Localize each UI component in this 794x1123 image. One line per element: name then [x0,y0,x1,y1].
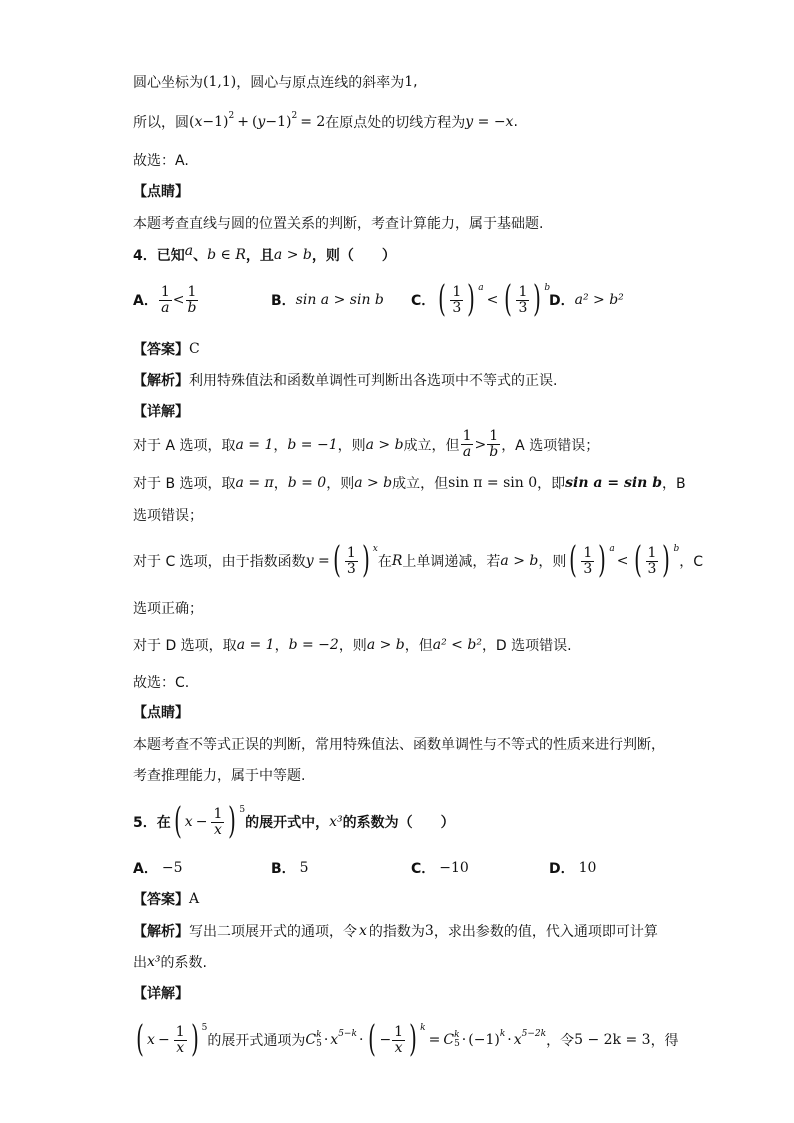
option-label: B． [271,861,296,877]
text: 4．已知 [133,248,185,264]
answer-5 [133,889,199,909]
math: k [454,1030,460,1040]
math: 3 [583,560,593,577]
math: C [305,1032,317,1048]
math: 5−k [338,1029,357,1039]
fraction [211,807,224,838]
answer-value: A [189,891,200,907]
math: −1 [265,114,286,130]
math: 2 [291,111,298,121]
answer-4 [133,339,200,359]
math: 2 [228,111,235,121]
answer-tag: 【答案】 [133,342,189,358]
math: C [443,1032,455,1048]
math: a² > b² [574,292,624,308]
summary-4-line-2 [133,765,305,785]
option-label: C． [411,861,436,877]
math: a = π [235,475,274,491]
math: x [176,1039,185,1056]
text: . [513,114,518,130]
text: 选项错误； [133,508,203,524]
text: 写出二项展开式的通项，令 [189,924,357,940]
text: 对于 C 选项，由于指数函数 [133,554,306,570]
text: 本题考查直线与圆的位置关系的判断，考查计算能力，属于基础题. [133,216,544,232]
text: ，且 [245,248,274,264]
detail-4-option-d [133,635,572,655]
text: 考查推理能力，属于中等题. [133,768,306,784]
math: 1 [175,1023,185,1040]
math: k [499,1029,506,1039]
option-value: −5 [161,860,183,876]
text: ，则 [538,554,567,570]
math: + [237,114,249,130]
math: b = 0 [287,475,327,491]
math: 1 [647,544,657,561]
analysis-5 [133,921,658,941]
fraction [392,1025,405,1056]
math: − [157,1032,170,1048]
text: ，求出参数的值，代入通项即可计算 [433,924,658,940]
paren: ( [504,279,513,320]
math: a > b [354,475,393,491]
math: 5 [201,1023,208,1033]
text: 所以，圆 [133,115,189,131]
math: < [616,553,629,569]
text: 的展开式中， [245,815,330,831]
math: −1 [202,114,224,130]
fraction [345,546,358,577]
detail-heading-4 [133,401,189,421]
math: a [161,299,170,316]
math: b = −1 [287,436,338,453]
math: y = [305,553,330,569]
math [316,1031,322,1049]
detail-5-general-term [133,1019,679,1060]
math: a > b [500,553,539,569]
math: a [462,444,472,460]
fraction [186,285,199,316]
math: ) [285,114,292,130]
math: b = −2 [288,637,339,653]
fraction [159,285,172,316]
text: 5．在 [133,815,171,831]
fraction [516,285,529,316]
option-label: C． [411,293,436,309]
question-5-options [133,858,596,878]
detail-4-option-b [133,473,686,493]
text: 本题考查不等式正误的判断，常用特殊值法、函数单调性与不等式的性质来进行判断， [133,737,665,753]
heading-dianjing-4 [133,702,189,722]
math: x³ [147,954,161,970]
math: x [394,1039,403,1056]
text: ，B [662,476,686,492]
text: ， [273,437,288,454]
line-summary [133,213,543,233]
text: ，令 [546,1033,575,1049]
paren: ) [662,540,671,581]
text: 在原点处的切线方程为 [325,115,466,131]
text: ，则（ ） [311,248,396,264]
math: = 2 [300,114,326,130]
paren: ( [136,1019,144,1060]
question-5-stem [133,801,455,842]
option-label: D． [549,293,575,309]
text: 、 [193,248,208,264]
text: 对于 B 选项，取 [133,476,236,492]
paren: ) [533,279,542,320]
math: a [478,283,484,293]
analysis-5-cont [133,952,207,972]
math: b [187,299,197,316]
math: y = −x [465,114,514,130]
text: 的系数. [160,955,207,971]
text: 的指数为 [368,924,425,940]
math: 1 [462,428,472,444]
math: x [194,114,203,130]
math: 3 [452,299,462,316]
math: a > b [365,436,404,453]
math: (1,1) [203,74,237,90]
math: a² < b² [432,637,482,653]
text: 故选：A. [133,153,189,169]
question-4-options [133,279,624,320]
math: 1 [213,805,223,822]
answer-tag: 【答案】 [133,892,189,908]
text: 对于 A 选项，取 [133,437,236,454]
math: 1 [518,283,528,300]
option-value: 10 [578,860,597,876]
text: 上单调递减，若 [402,554,501,570]
math: 3 [518,299,528,316]
math: b [544,283,551,293]
option-value: −10 [439,860,469,876]
math: · [323,1032,329,1048]
option-d[interactable] [549,290,624,310]
paren: ) [228,801,237,842]
option-value: 5 [299,860,309,876]
text: 的系数为（ ） [342,815,455,831]
math: x [184,814,193,830]
math: b [489,444,499,460]
fraction [174,1025,187,1056]
math: a = 1 [236,637,275,653]
math: (−1) [468,1032,500,1048]
math: 1 [394,1023,404,1040]
text: 的展开式通项为 [207,1033,306,1049]
math: x³ [329,814,343,830]
math: R [391,553,403,569]
math: 5 [239,805,246,815]
math: x [359,923,367,939]
math: sin π = sin 0 [448,475,538,491]
math: 3 [424,923,434,939]
text: ，则 [337,437,366,454]
fraction [646,546,659,577]
option-label: D． [549,861,575,877]
detail-4-option-a [133,429,599,460]
analysis-4 [133,370,557,390]
fraction [487,429,500,460]
math: k [316,1030,322,1040]
math: y [257,114,266,130]
text: 【点睛】 [133,705,189,721]
math: 1 [489,428,499,444]
line-tangent-equation [133,112,518,132]
option-label: B． [271,293,296,309]
text: ，D 选项错误. [481,638,572,654]
math: x [330,1032,339,1048]
question-4-stem [133,245,396,265]
paren: ) [467,279,476,320]
text: ， [273,476,288,492]
math: < [486,292,499,308]
text: , [413,74,418,90]
text: 成立，但 [392,476,449,492]
fraction [581,546,594,577]
text: 出 [133,955,147,971]
math: x [372,544,378,554]
math: ) [223,114,229,130]
text: 对于 D 选项，取 [133,638,237,654]
text: ，C [679,554,704,570]
math: 1 [404,74,414,90]
text: ，A 选项错误； [501,437,600,454]
text: 选项正确； [133,601,203,617]
option-label: A． [133,861,158,877]
text: 成立，但 [403,437,460,454]
detail-4-option-b-cont [133,505,203,525]
math: − [195,814,208,830]
text: ，圆心与原点连线的斜率为 [236,75,405,91]
option-c[interactable] [411,858,549,878]
math: 1 [160,283,170,300]
math: 5−2k [521,1029,547,1039]
math: a [184,243,194,259]
math [454,1031,460,1049]
math: 5 [454,1039,460,1049]
paren: ) [361,540,370,581]
paren: ( [332,540,341,581]
text: 【详解】 [133,986,189,1002]
paren: ( [173,801,182,842]
heading-dianjing [133,181,189,201]
analysis-tag: 【解析】 [133,373,189,389]
text: ，即 [537,476,566,492]
math: < [172,292,185,308]
math: x [213,821,222,838]
option-b[interactable] [271,290,411,310]
detail-heading-5 [133,983,189,1003]
text: ，但 [404,638,433,654]
fraction [461,429,474,460]
math: 5 − 2k = 3 [574,1032,651,1048]
math: · [461,1032,467,1048]
text: 在 [377,554,392,570]
math: x [513,1032,522,1048]
paren: ) [598,540,607,581]
math: − [379,1032,392,1048]
option-b[interactable] [271,858,411,878]
math: 1 [346,544,356,561]
paren: ( [569,540,578,581]
math: sin a > sin b [295,292,384,308]
detail-4-option-c-cont [133,598,203,618]
math: > [474,436,487,453]
text: ，则 [326,476,355,492]
option-a[interactable] [133,285,271,316]
paren: ( [438,279,447,320]
math: b [673,544,680,554]
math: 3 [346,560,356,577]
math: 1 [187,283,197,300]
math: a > b [366,637,405,653]
option-d[interactable] [549,858,596,878]
text: ，则 [338,638,367,654]
text: 【详解】 [133,404,189,420]
line-choose-c [133,672,189,692]
math: ( [251,114,258,130]
math: 1 [452,283,462,300]
text: 【点睛】 [133,184,189,200]
text: 圆心坐标为 [133,75,203,91]
text: ，得 [650,1033,679,1049]
option-a[interactable] [133,858,271,878]
math: sin a = sin b [565,475,663,491]
paren: ) [409,1019,417,1060]
paren: ( [368,1019,377,1060]
line-circle-center [133,72,418,92]
summary-4-line-1 [133,734,665,754]
option-label: A． [133,293,158,309]
detail-4-option-c [133,540,704,581]
math: 3 [647,560,657,577]
option-c[interactable] [411,279,551,320]
text: 故选：C. [133,675,190,691]
paren: ( [633,540,642,581]
text: 利用特殊值法和函数单调性可判断出各选项中不等式的正误. [189,373,558,389]
math: a [609,544,615,554]
math: k [420,1023,426,1033]
math: b ∈ R [207,247,246,263]
math: · [358,1032,364,1048]
math: ( [189,114,195,130]
math: = [428,1032,441,1048]
math: x [147,1032,155,1048]
answer-value: C [189,341,200,357]
math: a = 1 [235,436,274,453]
fraction [450,285,463,316]
math: a > b [273,247,312,263]
math: 1 [583,544,593,561]
math: · [507,1032,512,1048]
analysis-tag: 【解析】 [133,924,189,940]
paren: ) [190,1019,199,1060]
text: ， [274,638,289,654]
line-choose-a [133,150,189,170]
math: 5 [316,1039,322,1049]
